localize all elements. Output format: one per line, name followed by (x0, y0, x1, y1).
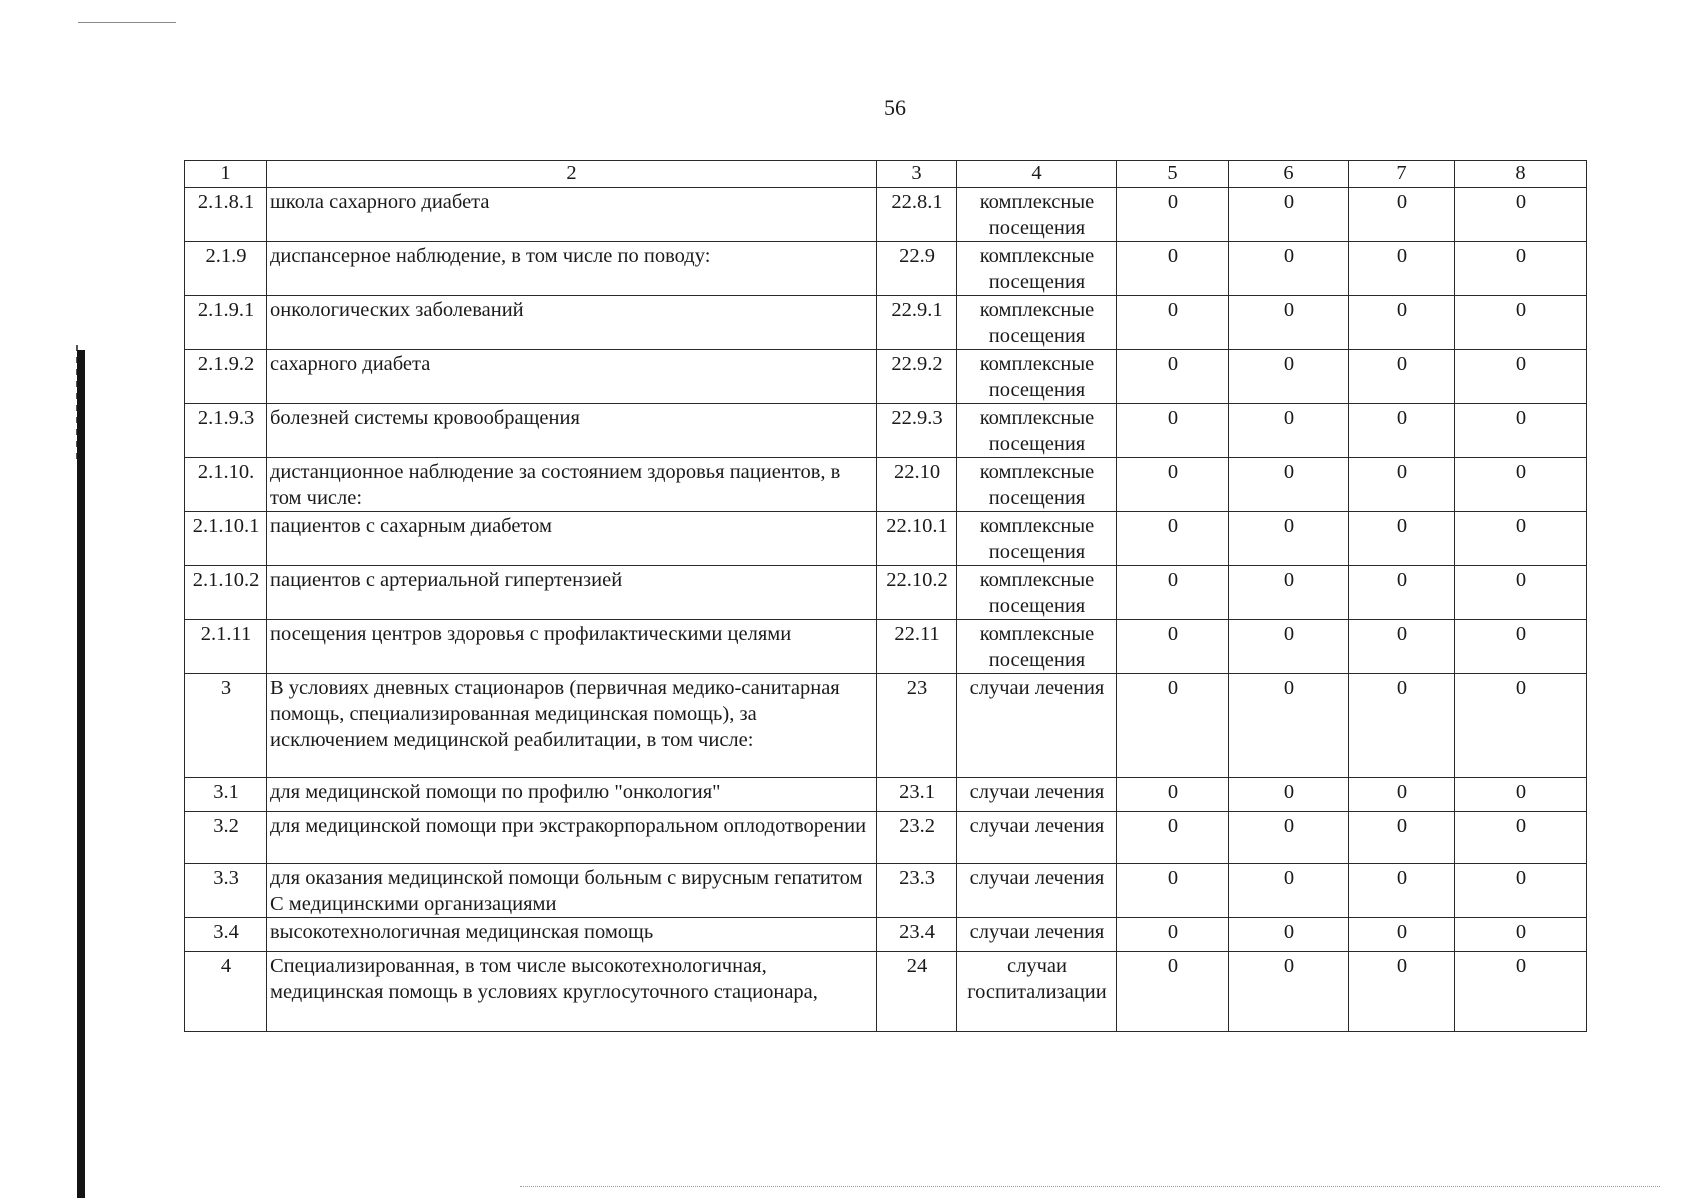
row-code-cell: 23.1 (877, 778, 957, 812)
row-value-col7: 0 (1349, 296, 1455, 350)
row-value-col5: 0 (1117, 512, 1229, 566)
row-code-cell: 22.9.2 (877, 350, 957, 404)
row-number-cell: 2.1.9 (185, 242, 267, 296)
row-code-cell: 23.2 (877, 812, 957, 864)
row-value-col7: 0 (1349, 952, 1455, 1032)
column-header: 1 (185, 161, 267, 188)
row-value-col5: 0 (1117, 296, 1229, 350)
column-header: 7 (1349, 161, 1455, 188)
row-unit-cell: комплексные посещения (957, 620, 1117, 674)
table-row (185, 620, 1587, 674)
row-value-col6: 0 (1229, 620, 1349, 674)
row-name-cell: дистанционное наблюдение за состоянием здоровья пациентов, в том числе: (267, 458, 877, 512)
row-value-col7: 0 (1349, 620, 1455, 674)
row-unit-cell: случаи лечения (957, 674, 1117, 778)
row-code-cell: 24 (877, 952, 957, 1032)
row-value-col5: 0 (1117, 242, 1229, 296)
row-value-col7: 0 (1349, 566, 1455, 620)
row-name-cell: посещения центров здоровья с профилактическими целями (267, 620, 877, 674)
row-value-col8: 0 (1455, 812, 1587, 864)
row-number-cell: 2.1.10. (185, 458, 267, 512)
row-number-cell: 3.2 (185, 812, 267, 864)
row-code-cell: 23.3 (877, 864, 957, 918)
row-value-col5: 0 (1117, 778, 1229, 812)
row-number-cell: 2.1.9.3 (185, 404, 267, 458)
row-unit-cell: случаи лечения (957, 864, 1117, 918)
data-table (184, 160, 1587, 1032)
table-row (185, 242, 1587, 296)
row-number-cell: 2.1.10.2 (185, 566, 267, 620)
row-value-col6: 0 (1229, 350, 1349, 404)
row-unit-cell: случаи лечения (957, 918, 1117, 952)
table-row (185, 864, 1587, 918)
row-value-col6: 0 (1229, 404, 1349, 458)
row-code-cell: 23 (877, 674, 957, 778)
row-value-col5: 0 (1117, 566, 1229, 620)
table-row (185, 812, 1587, 864)
row-value-col8: 0 (1455, 864, 1587, 918)
row-number-cell: 3 (185, 674, 267, 778)
column-header: 5 (1117, 161, 1229, 188)
row-code-cell: 22.9.3 (877, 404, 957, 458)
row-value-col8: 0 (1455, 512, 1587, 566)
row-value-col5: 0 (1117, 918, 1229, 952)
table-row (185, 918, 1587, 952)
row-value-col6: 0 (1229, 778, 1349, 812)
table-row (185, 350, 1587, 404)
row-value-col8: 0 (1455, 350, 1587, 404)
row-name-cell: онкологических заболеваний (267, 296, 877, 350)
row-value-col5: 0 (1117, 952, 1229, 1032)
row-name-cell: для оказания медицинской помощи больным с вирусным гепатитом С медицинскими организациями (267, 864, 877, 918)
row-name-cell: диспансерное наблюдение, в том числе по поводу: (267, 242, 877, 296)
row-value-col6: 0 (1229, 566, 1349, 620)
row-value-col7: 0 (1349, 404, 1455, 458)
row-number-cell: 2.1.10.1 (185, 512, 267, 566)
row-value-col6: 0 (1229, 188, 1349, 242)
table-row (185, 566, 1587, 620)
row-value-col5: 0 (1117, 620, 1229, 674)
column-header: 4 (957, 161, 1117, 188)
row-value-col6: 0 (1229, 242, 1349, 296)
scan-artifact-left-bar (77, 350, 85, 1198)
row-value-col8: 0 (1455, 404, 1587, 458)
row-name-cell: Специализированная, в том числе высокотехнологичная, медицинская помощь в условиях круглосуточного стационара, (267, 952, 877, 1032)
row-value-col8: 0 (1455, 296, 1587, 350)
row-code-cell: 22.9 (877, 242, 957, 296)
table-row (185, 458, 1587, 512)
table-row (185, 188, 1587, 242)
row-unit-cell: комплексные посещения (957, 458, 1117, 512)
row-name-cell: для медицинской помощи по профилю "онкология" (267, 778, 877, 812)
row-value-col8: 0 (1455, 566, 1587, 620)
row-value-col7: 0 (1349, 458, 1455, 512)
row-value-col7: 0 (1349, 864, 1455, 918)
row-value-col8: 0 (1455, 458, 1587, 512)
row-name-cell: пациентов с артериальной гипертензией (267, 566, 877, 620)
row-name-cell: для медицинской помощи при экстракорпоральном оплодотворении (267, 812, 877, 864)
row-value-col6: 0 (1229, 296, 1349, 350)
row-value-col5: 0 (1117, 674, 1229, 778)
column-number-row (185, 161, 1587, 188)
row-value-col7: 0 (1349, 188, 1455, 242)
row-unit-cell: комплексные посещения (957, 242, 1117, 296)
row-value-col5: 0 (1117, 812, 1229, 864)
row-value-col8: 0 (1455, 620, 1587, 674)
table-row (185, 404, 1587, 458)
row-unit-cell: случаи госпитализации (957, 952, 1117, 1032)
row-value-col6: 0 (1229, 952, 1349, 1032)
scan-artifact-bottom-dots (520, 1186, 1660, 1187)
table-row (185, 296, 1587, 350)
column-header: 3 (877, 161, 957, 188)
row-value-col8: 0 (1455, 188, 1587, 242)
row-value-col6: 0 (1229, 458, 1349, 512)
row-value-col7: 0 (1349, 812, 1455, 864)
row-unit-cell: комплексные посещения (957, 566, 1117, 620)
row-unit-cell: комплексные посещения (957, 404, 1117, 458)
row-value-col7: 0 (1349, 242, 1455, 296)
row-value-col6: 0 (1229, 864, 1349, 918)
table-row (185, 512, 1587, 566)
column-header: 8 (1455, 161, 1587, 188)
row-value-col5: 0 (1117, 188, 1229, 242)
row-value-col5: 0 (1117, 864, 1229, 918)
row-unit-cell: комплексные посещения (957, 188, 1117, 242)
row-value-col7: 0 (1349, 918, 1455, 952)
table-row (185, 952, 1587, 1032)
row-value-col6: 0 (1229, 674, 1349, 778)
table-body (185, 188, 1587, 1032)
row-unit-cell: комплексные посещения (957, 296, 1117, 350)
row-unit-cell: комплексные посещения (957, 350, 1117, 404)
row-code-cell: 22.11 (877, 620, 957, 674)
table-row (185, 778, 1587, 812)
row-number-cell: 2.1.11 (185, 620, 267, 674)
row-value-col8: 0 (1455, 242, 1587, 296)
row-value-col7: 0 (1349, 350, 1455, 404)
row-name-cell: сахарного диабета (267, 350, 877, 404)
row-value-col8: 0 (1455, 778, 1587, 812)
row-name-cell: пациентов с сахарным диабетом (267, 512, 877, 566)
row-number-cell: 3.4 (185, 918, 267, 952)
row-value-col5: 0 (1117, 404, 1229, 458)
row-value-col7: 0 (1349, 674, 1455, 778)
row-unit-cell: комплексные посещения (957, 512, 1117, 566)
row-number-cell: 4 (185, 952, 267, 1032)
row-name-cell: школа сахарного диабета (267, 188, 877, 242)
row-number-cell: 2.1.8.1 (185, 188, 267, 242)
row-name-cell: В условиях дневных стационаров (первичная медико-санитарная помощь, специализированная медицинская помощь), за исключением медицинской реабилитации, в том числе: (267, 674, 877, 778)
row-number-cell: 3.1 (185, 778, 267, 812)
row-code-cell: 22.10.2 (877, 566, 957, 620)
row-value-col7: 0 (1349, 512, 1455, 566)
row-value-col7: 0 (1349, 778, 1455, 812)
row-code-cell: 22.10 (877, 458, 957, 512)
row-unit-cell: случаи лечения (957, 812, 1117, 864)
row-name-cell: болезней системы кровообращения (267, 404, 877, 458)
row-number-cell: 2.1.9.2 (185, 350, 267, 404)
row-value-col8: 0 (1455, 952, 1587, 1032)
row-value-col5: 0 (1117, 458, 1229, 512)
column-header: 2 (267, 161, 877, 188)
row-code-cell: 22.8.1 (877, 188, 957, 242)
row-value-col8: 0 (1455, 674, 1587, 778)
row-code-cell: 22.10.1 (877, 512, 957, 566)
row-number-cell: 3.3 (185, 864, 267, 918)
row-value-col8: 0 (1455, 918, 1587, 952)
row-unit-cell: случаи лечения (957, 778, 1117, 812)
row-name-cell: высокотехнологичная медицинская помощь (267, 918, 877, 952)
page-number: 56 (884, 95, 906, 120)
row-value-col6: 0 (1229, 812, 1349, 864)
row-value-col5: 0 (1117, 350, 1229, 404)
row-value-col6: 0 (1229, 918, 1349, 952)
row-code-cell: 22.9.1 (877, 296, 957, 350)
row-value-col6: 0 (1229, 512, 1349, 566)
row-number-cell: 2.1.9.1 (185, 296, 267, 350)
table-row (185, 674, 1587, 778)
scan-artifact-top-line (78, 22, 176, 23)
row-code-cell: 23.4 (877, 918, 957, 952)
column-header: 6 (1229, 161, 1349, 188)
